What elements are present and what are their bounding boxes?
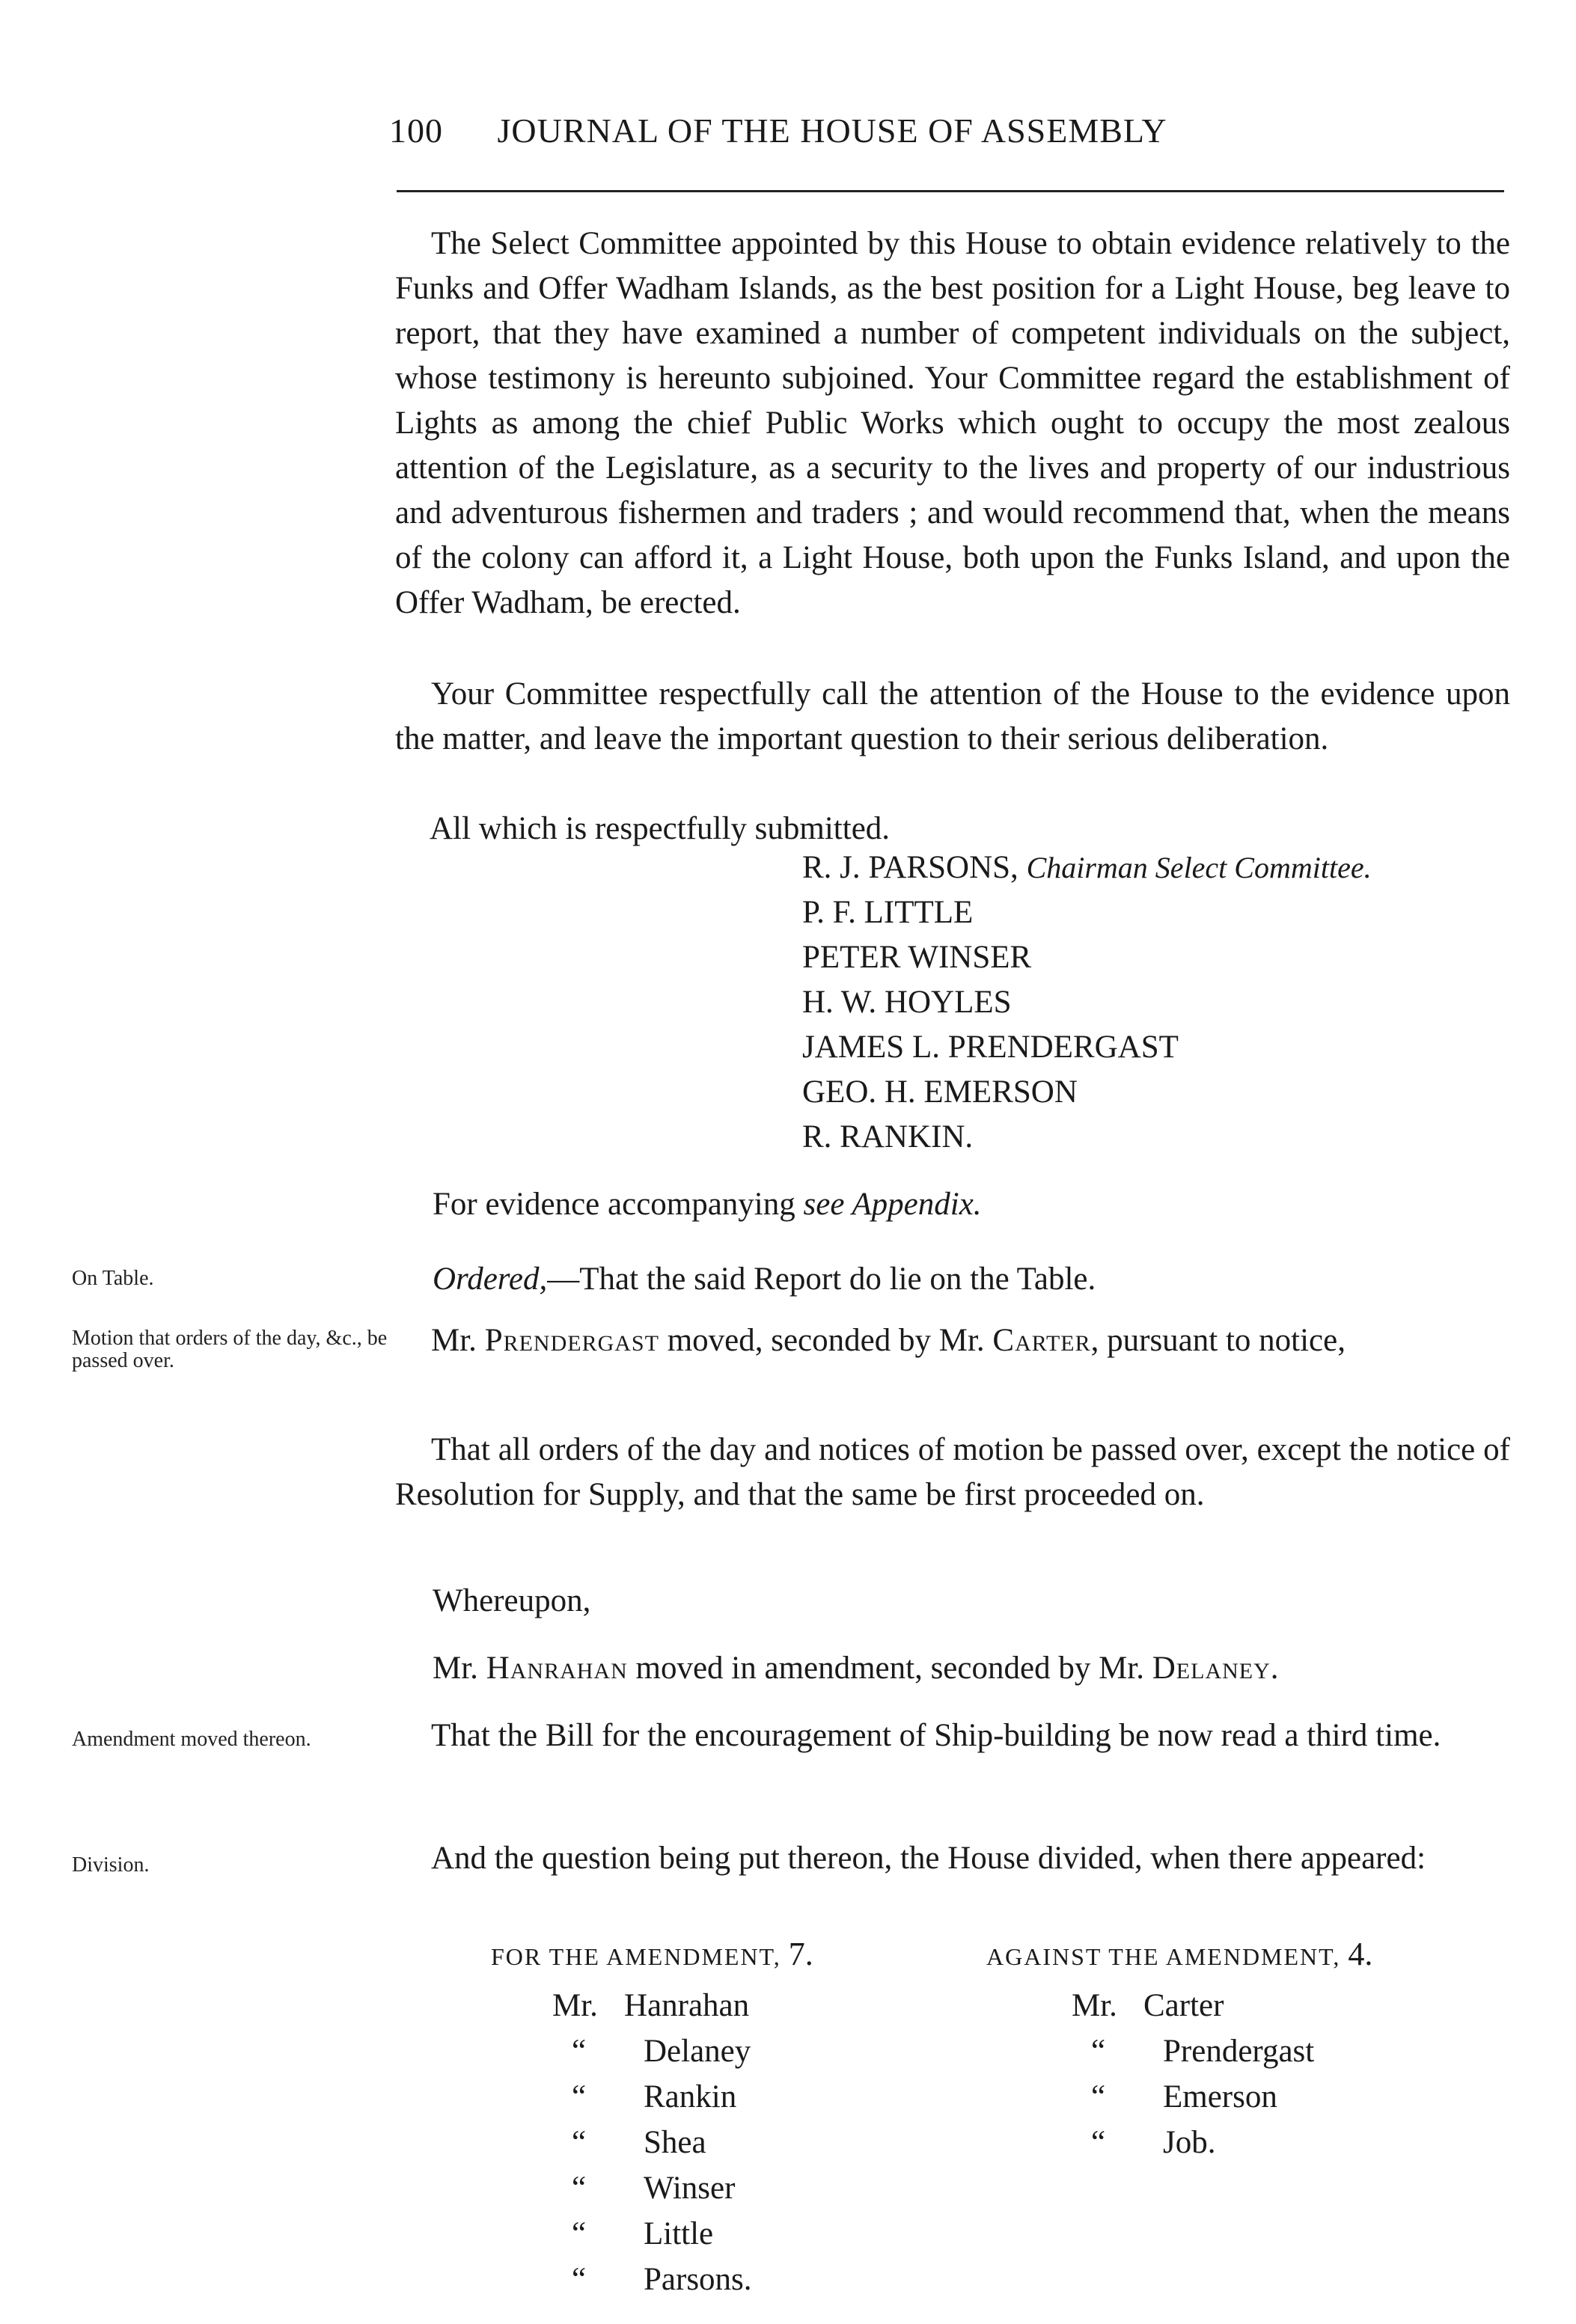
vote-row [1072, 2120, 1314, 2165]
amendment-text: moved in amendment, seconded by Mr. [627, 1651, 1152, 1686]
evidence-note [433, 1182, 1510, 1227]
ditto-mark: “ [1091, 2034, 1106, 2069]
seconder-name: Carter [992, 1323, 1091, 1358]
amendment-seconder: Delaney [1152, 1651, 1271, 1686]
ditto-mark: “ [572, 2262, 587, 2297]
ditto-mark: “ [572, 2125, 587, 2160]
amendment-mover: Hanrahan [486, 1651, 628, 1686]
report-paragraph-1: The Select Committee appointed by this House to obtain evidence relatively to the Funks and Offer Wadham Islands, as the best position for a Light House, beg leave to report, that they have examined a number of competent individuals on the subject, whose testimony is hereunto subjoined. Your Committee regard the establishment of Lights as among the chief Public Works which ought to occupy the most zealous attention of the Legislature, as a security to the lives and property of our industrious and adventurous fishermen and traders ; and would recommend that, when the means of the colony can afford it, a Light House, both upon the Funks Island, and upon the Offer Wadham, be erected. [395, 226, 1510, 620]
signature-block [802, 845, 1372, 1160]
vote-row [552, 2028, 752, 2074]
chairman-name: R. J. PARSONS, [802, 850, 1018, 885]
ditto-mark: “ [572, 2079, 587, 2114]
vote-name: Little [644, 2216, 714, 2251]
page-number: 100 [389, 111, 443, 150]
ordered-paragraph [433, 1257, 1510, 1302]
bill-paragraph: That the Bill for the encouragement of Ship-building be now read a third time. [431, 1718, 1441, 1753]
margin-note-amendment: Amendment moved thereon. [72, 1728, 311, 1751]
signature-member: JAMES L. PRENDERGAST [802, 1030, 1179, 1065]
for-label: FOR THE AMENDMENT, [491, 1943, 781, 1970]
evidence-text: For evidence accompanying [433, 1187, 804, 1222]
vote-list-against [1072, 1983, 1314, 2165]
margin-note-on-table: On Table. [72, 1267, 154, 1290]
for-count: 7. [788, 1936, 813, 1972]
signature-member: P. F. LITTLE [802, 895, 974, 930]
vote-row [552, 2120, 752, 2165]
vote-row [552, 2257, 752, 2302]
report-paragraph-2: Your Committee respectfully call the attention of the House to the evidence upon the matter, and leave the important question to their serious deliberation. [395, 676, 1510, 756]
header-rule [397, 190, 1504, 192]
vote-heading-against [986, 1935, 1372, 1973]
signature-member: PETER WINSER [802, 940, 1032, 975]
ordered-label: Ordered, [433, 1262, 548, 1297]
question-paragraph: And the question being put thereon, the House divided, when there appeared: [431, 1841, 1426, 1876]
vote-name: Hanrahan [624, 1988, 750, 2023]
whereupon-line: Whereupon, [433, 1583, 591, 1618]
vote-row [552, 2211, 752, 2257]
vote-row [1072, 2074, 1314, 2120]
running-title: JOURNAL OF THE HOUSE OF ASSEMBLY [497, 111, 1167, 150]
appendix-reference: see Appendix. [803, 1187, 982, 1222]
vote-heading-for [491, 1935, 813, 1973]
vote-name: Rankin [644, 2079, 737, 2114]
signature-chairman [802, 845, 1372, 890]
vote-name: Winser [644, 2171, 736, 2206]
vote-name: Shea [644, 2125, 706, 2160]
signature-member: GEO. H. EMERSON [802, 1074, 1078, 1110]
margin-note-motion: Motion that orders of the day, &c., be passed over. [72, 1327, 388, 1372]
amendment-paragraph [433, 1646, 1510, 1691]
vote-row [1072, 1983, 1314, 2028]
report-paragraph-3: All which is respectfully submitted. [430, 811, 891, 846]
vote-row [552, 1983, 752, 2028]
vote-row [552, 2165, 752, 2211]
ditto-mark: “ [572, 2034, 587, 2069]
mover-name: Prendergast [484, 1323, 659, 1358]
vote-name: Carter [1143, 1988, 1224, 2023]
ditto-mark: “ [1091, 2125, 1106, 2160]
ditto-mark: “ [572, 2216, 587, 2251]
motion-text-end: , pursuant to notice, [1090, 1323, 1346, 1358]
vote-list-for [552, 1983, 752, 2302]
vote-name: Emerson [1163, 2079, 1277, 2114]
ditto-mark: “ [572, 2171, 587, 2206]
against-label: AGAINST THE AMENDMENT, [986, 1943, 1341, 1970]
motion-text: moved, seconded by Mr. [659, 1323, 993, 1358]
signature-member: H. W. HOYLES [802, 985, 1012, 1020]
vote-name: Parsons. [644, 2262, 752, 2297]
vote-name: Delaney [644, 2034, 751, 2069]
motion-resolution: That all orders of the day and notices of motion be passed over, except the notice of Resolution for Supply, and that the same be first proceeded on. [395, 1432, 1510, 1512]
ordered-text: —That the said Report do lie on the Table. [547, 1262, 1096, 1297]
against-count: 4. [1348, 1936, 1373, 1972]
amendment-text-end: . [1270, 1651, 1279, 1686]
amendment-mr: Mr. [433, 1651, 486, 1686]
vote-row [1072, 2028, 1314, 2074]
vote-name: Prendergast [1163, 2034, 1315, 2069]
vote-row [552, 2074, 752, 2120]
page-header [389, 111, 1512, 150]
ditto-mark: “ [1091, 2079, 1106, 2114]
chairman-title: Chairman Select Committee. [1026, 851, 1372, 884]
motion-mr: Mr. [431, 1323, 485, 1358]
vote-prefix: Mr. [552, 1988, 598, 2023]
motion-paragraph [395, 1318, 1510, 1363]
signature-member: R. RANKIN. [802, 1119, 974, 1155]
margin-note-division: Division. [72, 1853, 150, 1877]
vote-name: Job. [1163, 2125, 1216, 2160]
vote-prefix: Mr. [1072, 1988, 1117, 2023]
